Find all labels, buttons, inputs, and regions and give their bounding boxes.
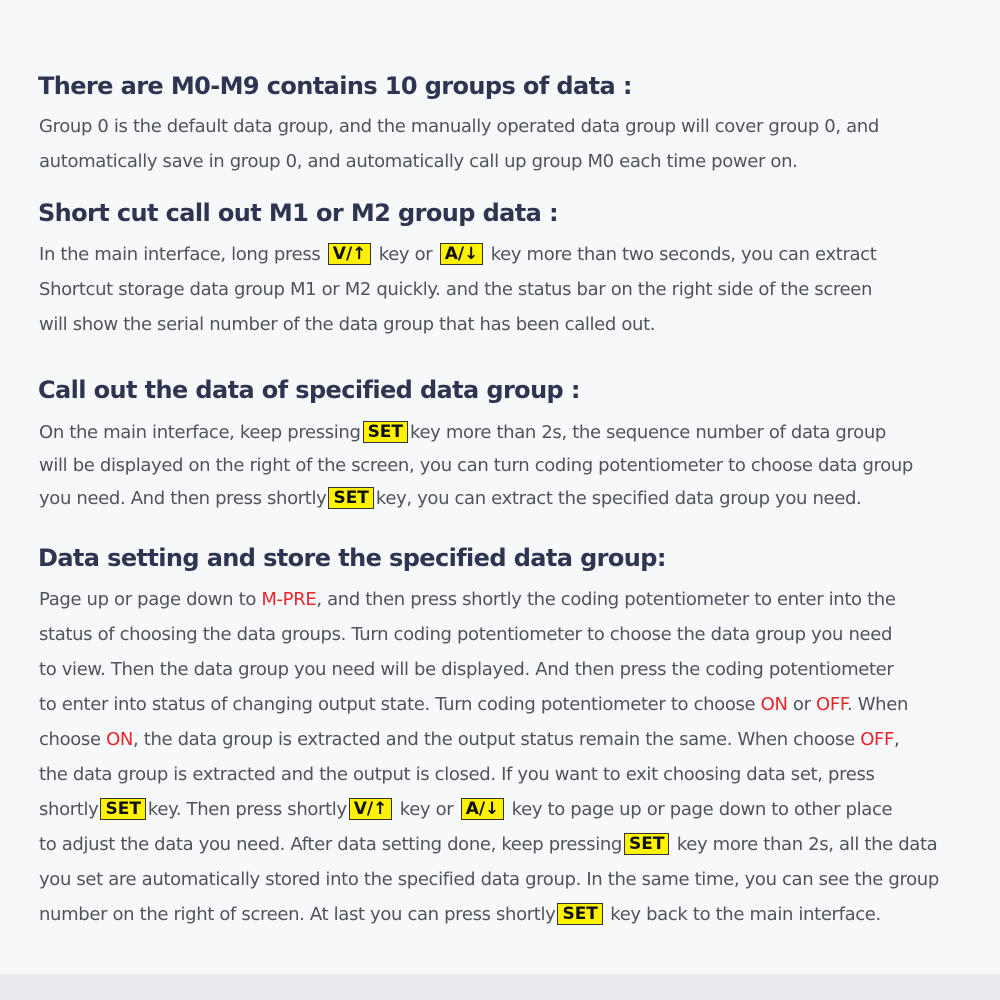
a-down-key-label: A/↓ bbox=[440, 243, 484, 265]
text-segment: , the data group is extracted and the output status remain the same. When choose bbox=[133, 729, 861, 750]
text-segment: key, you can extract the specified data group you need. bbox=[375, 488, 862, 509]
paragraph-line bbox=[39, 482, 974, 515]
set-key-label: SET bbox=[363, 421, 408, 443]
text-segment: key. Then press shortly bbox=[147, 799, 347, 820]
a-down-key-label: A/↓ bbox=[461, 798, 505, 820]
text-segment: key to page up or page down to other place bbox=[506, 799, 893, 820]
paragraph-line bbox=[39, 144, 974, 179]
text-segment: key more than 2s, the sequence number of data group bbox=[410, 422, 886, 443]
text-segment: status of choosing the data groups. Turn coding potentiometer to choose the data group you need bbox=[39, 624, 893, 645]
text-segment: key more than two seconds, you can extract bbox=[485, 244, 877, 265]
text-segment: to enter into status of changing output state. Turn coding potentiometer to choose bbox=[39, 694, 761, 715]
highlight-term: ON bbox=[106, 729, 133, 750]
text-segment: Page up or page down to bbox=[39, 589, 262, 610]
text-segment: . When bbox=[846, 694, 909, 715]
text-segment: number on the right of screen. At last you can press shortly bbox=[39, 904, 556, 925]
paragraph-line bbox=[39, 687, 974, 722]
paragraph-line bbox=[39, 862, 974, 897]
text-segment: Group 0 is the default data group, and the manually operated data group will cover group 0, and bbox=[39, 116, 879, 137]
paragraph-line bbox=[39, 272, 974, 307]
highlight-term: OFF bbox=[860, 729, 895, 750]
paragraph-line bbox=[39, 237, 974, 272]
section-paragraph-call-out-specified-group bbox=[39, 416, 974, 515]
text-segment: automatically save in group 0, and automatically call up group M0 each time power on. bbox=[39, 151, 798, 172]
paragraph-line bbox=[39, 449, 974, 482]
text-segment: you set are automatically stored into the specified data group. In the same time, you can see the group bbox=[39, 869, 939, 890]
text-segment: key or bbox=[394, 799, 459, 820]
paragraph-line bbox=[39, 652, 974, 687]
set-key-label: SET bbox=[100, 798, 145, 820]
paragraph-line bbox=[39, 722, 974, 757]
text-segment: , bbox=[894, 729, 900, 750]
paragraph-line bbox=[39, 109, 974, 144]
section-heading-data-setting-store: Data setting and store the specified data group: bbox=[38, 544, 666, 572]
paragraph-line bbox=[39, 757, 974, 792]
section-paragraph-shortcut-call-out bbox=[39, 237, 974, 342]
section-heading-shortcut-call-out: Short cut call out M1 or M2 group data : bbox=[38, 199, 558, 227]
text-segment: the data group is extracted and the output is closed. If you want to exit choosing data set, press bbox=[39, 764, 875, 785]
highlight-term: OFF bbox=[816, 694, 847, 715]
text-segment: key more than 2s, all the data bbox=[671, 834, 938, 855]
text-segment: will be displayed on the right of the screen, you can turn coding potentiometer to choose data group bbox=[39, 455, 914, 476]
v-up-key-label: V/↑ bbox=[349, 798, 393, 820]
bottom-strip bbox=[0, 974, 1000, 1000]
highlight-term: ON bbox=[760, 694, 788, 715]
text-segment: choose bbox=[39, 729, 107, 750]
text-segment: to view. Then the data group you need will be displayed. And then press the coding potentiometer bbox=[39, 659, 894, 680]
text-segment: In the main interface, long press bbox=[39, 244, 326, 265]
section-heading-memory-groups: There are M0-M9 contains 10 groups of data : bbox=[38, 72, 632, 100]
text-segment: shortly bbox=[39, 799, 99, 820]
paragraph-line bbox=[39, 897, 974, 932]
paragraph-line bbox=[39, 617, 974, 652]
text-segment: to adjust the data you need. After data setting done, keep pressing bbox=[39, 834, 622, 855]
section-paragraph-data-setting-store bbox=[39, 582, 974, 932]
section-heading-call-out-specified-group: Call out the data of specified data group : bbox=[38, 376, 580, 404]
v-up-key-label: V/↑ bbox=[328, 243, 372, 265]
text-segment: you need. And then press shortly bbox=[39, 488, 327, 509]
text-segment: Shortcut storage data group M1 or M2 quickly. and the status bar on the right side of the screen bbox=[39, 279, 873, 300]
text-segment: key back to the main interface. bbox=[604, 904, 881, 925]
set-key-label: SET bbox=[328, 487, 373, 509]
paragraph-line bbox=[39, 307, 974, 342]
text-segment: or bbox=[787, 694, 817, 715]
paragraph-line bbox=[39, 582, 974, 617]
set-key-label: SET bbox=[557, 903, 602, 925]
text-segment: On the main interface, keep pressing bbox=[39, 422, 361, 443]
set-key-label: SET bbox=[624, 833, 669, 855]
highlight-term: M-PRE bbox=[261, 589, 317, 610]
paragraph-line bbox=[39, 827, 974, 862]
paragraph-line bbox=[39, 416, 974, 449]
text-segment: , and then press shortly the coding potentiometer to enter into the bbox=[316, 589, 896, 610]
section-paragraph-memory-groups bbox=[39, 109, 974, 179]
text-segment: key or bbox=[373, 244, 438, 265]
paragraph-line bbox=[39, 792, 974, 827]
text-segment: will show the serial number of the data group that has been called out. bbox=[39, 314, 656, 335]
